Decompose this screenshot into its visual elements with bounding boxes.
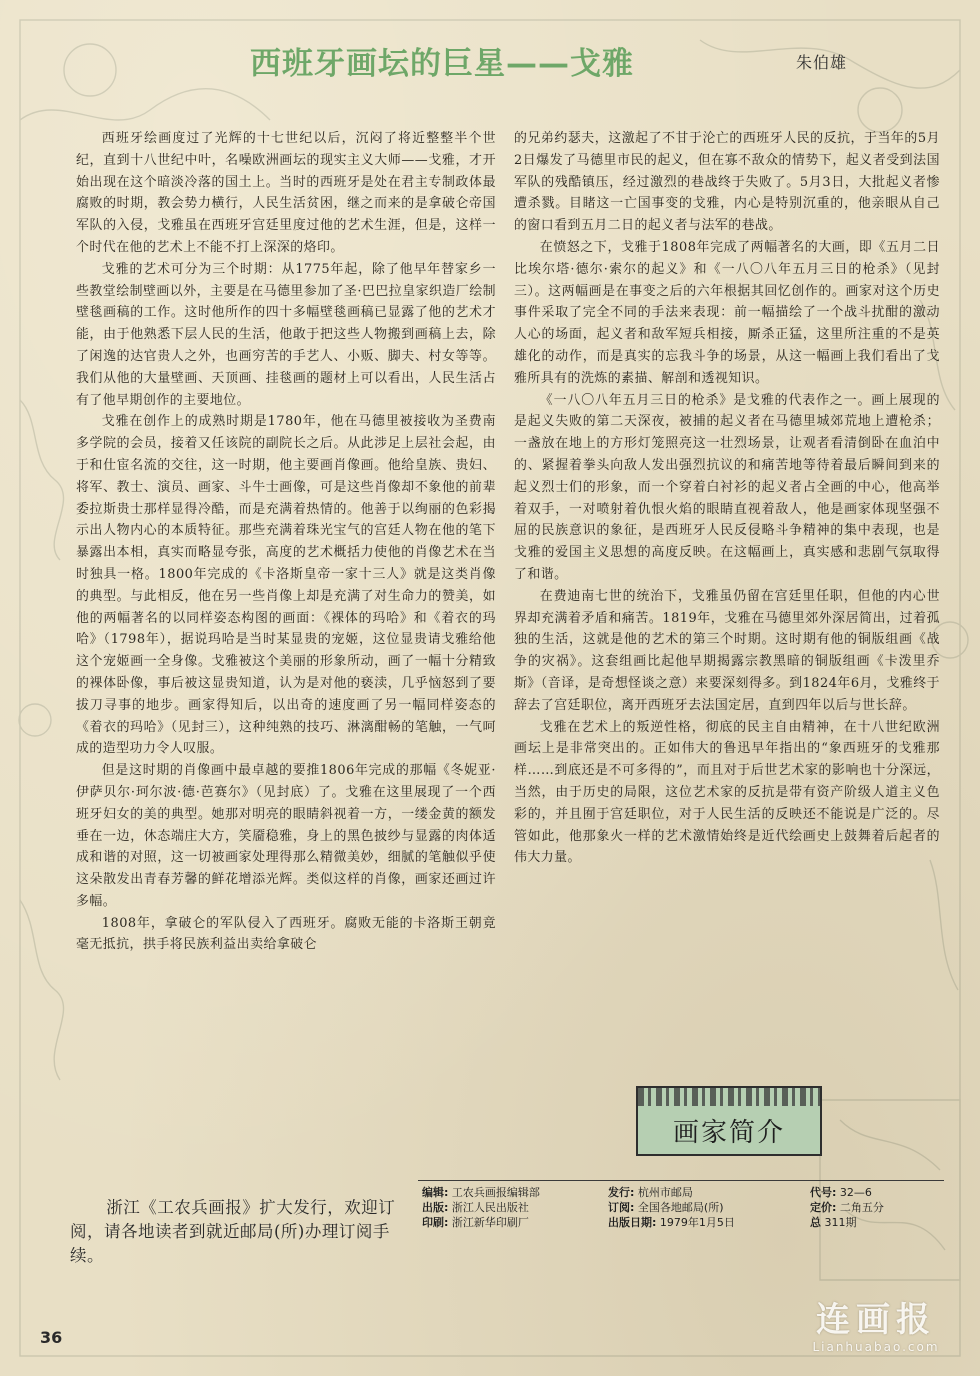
article-paragraph: 1808年，拿破仑的军队侵入了西班牙。腐败无能的卡洛斯王朝竟毫无抵抗，拱手将民族利益出卖给拿破仑 xyxy=(76,915,496,953)
article-paragraph: 的兄弟约瑟夫，这激起了不甘于沦亡的西班牙人民的反抗，于当年的5月2日爆发了马德里市民的起义，但在寡不敌众的情势下，起义者受到法国军队的残酷镇压，经过激烈的巷战终于失败了。5月3日，大批起义者惨遭杀戮。目睹这一亡国事变的戈雅，内心是特别沉重的，他亲眼从自己的窗口看到五月二日的起义者与法军的巷战。 xyxy=(514,131,940,234)
article-column-right xyxy=(514,128,940,866)
imprint-editor: 编辑: 工农兵画报编辑部 xyxy=(422,1186,540,1199)
article-author: 朱伯雄 xyxy=(796,53,848,72)
imprint-subscription: 订阅: 全国各地邮局(所) xyxy=(608,1201,724,1214)
imprint-issue: 总 311期 xyxy=(810,1216,857,1229)
imprint-col-3 xyxy=(810,1185,884,1230)
imprint-date: 出版日期: 1979年1月5日 xyxy=(608,1216,735,1229)
article-paragraph: 在愤怒之下，戈雅于1808年完成了两幅著名的大画，即《五月二日比埃尔塔·德尔·索尔的起义》和《一八〇八年五月三日的枪杀》（见封三）。这两幅画是在事变之后的六年根据其回忆创作的。画家对这个历史事件采取了完全不同的手法来表现：前一幅描绘了一个战斗扰酣的激动人心的场面，起义者和敌军短兵相接，厮杀正猛，这里所注重的不是英雄化的动作，而是真实的忘我斗争的场景，从这一幅画上我们看出了戈雅所具有的洗炼的素描、解剖和透视知识。 xyxy=(514,239,940,386)
notice-text: 浙江《工农兵画报》扩大发行，欢迎订阅，请各地读者到就近邮局(所)办理订阅手续。 xyxy=(70,1198,396,1265)
imprint-block xyxy=(418,1180,944,1243)
imprint-publisher: 出版: 浙江人民出版社 xyxy=(422,1201,529,1214)
imprint-col-1 xyxy=(422,1185,540,1230)
watermark-url: Lianhuabao.com xyxy=(812,1340,940,1354)
subscription-notice xyxy=(70,1196,410,1268)
page-number: 36 xyxy=(40,1328,63,1347)
article-paragraph: 戈雅在创作上的成熟时期是1780年，他在马德里被接收为圣费南多学院的会员，接着又任该院的副院长之后。从此涉足上层社会起，由于和仕宦名流的交往，这一时期，他主要画肖像画。他给皇族、贵妇、将军、教士、演员、画家、斗牛士画像，可是这些肖像却不象他的前辈委拉斯贵士那样显得冷酷，而是充满着热情的。他善于以绚丽的色彩揭示出人物内心的本质特征。那些充满着珠光宝气的宫廷人物在他的笔下暴露出本相，真实而略显夸张，高度的艺术概括力使他的肖像艺术在当时独具一格。1800年完成的《卡洛斯皇帝一家十三人》就是这类肖像的典型。与此相反，他在另一些肖像上却是充满了对生命力的赞美，如他的两幅著名的以同样姿态构图的画面：《裸体的玛哈》和《着衣的玛哈》（1798年），据说玛哈是当时某显贵的宠姬，这位显贵请戈雅给他这个宠姬画一全身像。戈雅被这个美丽的形象所动，画了一幅十分精致的裸体卧像，事后被这显贵知道，认为是对他的亵渎，几乎恼怒到了要拔刀寻事的地步。画家得知后，以出奇的速度画了另一幅同样姿态的《着衣的玛哈》（见封三），这种纯熟的技巧、淋漓酣畅的笔触，一气呵成的造型功力令人叹服。 xyxy=(76,414,496,757)
badge-pattern-band xyxy=(638,1088,820,1106)
imprint-col-2 xyxy=(608,1185,735,1230)
article-paragraph: 《一八〇八年五月三日的枪杀》是戈雅的代表作之一。画上展现的是起义失败的第二天深夜，被捕的起义者在马德里城郊荒地上遭枪杀；一盏放在地上的方形灯笼照亮这一壮烈场景，让观者看清倒卧在血泊中的、紧握着拳头向敌人发出强烈抗议的和痛苦地等待着最后瞬间到来的起义烈士们的形象，而一个穿着白衬衫的起义者占全画的中心，他高举着双手，一对喷射着仇恨火焰的眼睛直视着敌人，他是画家体现坚强不屈的民族意识的象征，是西班牙人民反侵略斗争精神的集中表现，也是戈雅的爱国主义思想的高度反映。在这幅画上，真实感和悲剧气氛取得了和谐。 xyxy=(514,392,940,582)
site-watermark xyxy=(786,1300,966,1354)
article-paragraph: 西班牙绘画度过了光辉的十七世纪以后，沉闷了将近整整半个世纪，直到十八世纪中叶，名噪欧洲画坛的现实主义大师——戈雅，才开始出现在这个暗淡冷落的国土上。当时的西班牙是处在君主专制政体最腐败的时期，教会势力横行，人民生活贫困，继之而来的是拿破仑帝国军队的入侵，戈雅虽在西班牙宫廷里度过他的艺术生涯，但是，这样一个时代在他的艺术上不能不打上深深的烙印。 xyxy=(76,131,496,255)
article-paragraph: 戈雅在艺术上的叛逆性格，彻底的民主自由精神，在十八世纪欧洲画坛上是非常突出的。正如伟大的鲁迅早年指出的“象西班牙的戈雅那样……到底还是不可多得的”，而且对于后世艺术家的影响也十分深远，当然，由于历史的局限，这位艺术家的反抗是带有资产阶级人道主义色彩的，并且囿于宫廷职位，对于人民生活的反映还不能说是广泛的。尽管如此，他那象火一样的艺术激情始终是近代绘画史上鼓舞着后起者的伟大力量。 xyxy=(514,719,940,866)
imprint-price: 定价: 二角五分 xyxy=(810,1201,884,1214)
section-badge xyxy=(636,1086,822,1156)
section-badge-label: 画家简介 xyxy=(672,1118,785,1148)
article-title: 西班牙画坛的巨星——戈雅 xyxy=(250,46,634,82)
watermark-logo-text: 连画报 xyxy=(816,1300,936,1340)
imprint-code: 代号: 32—6 xyxy=(810,1186,872,1199)
article-paragraph: 戈雅的艺术可分为三个时期：从1775年起，除了他早年替家乡一些教堂绘制壁画以外，主要是在马德里参加了圣·巴巴拉皇家织造厂绘制壁毯画稿的工作。这时他所作的四十多幅壁毯画稿已显露了他的艺术才能，由于他熟悉下层人民的生活，他敢于把这些人物搬到画稿上去，除了闲逸的达官贵人之外，也画穷苦的手艺人、小贩、脚夫、村女等等。我们从他的大量壁画、天顶画、挂毯画的题材上可以看出，人民生活占有了他早期创作的主要地位。 xyxy=(76,261,496,408)
imprint-printer: 印刷: 浙江新华印刷厂 xyxy=(422,1216,529,1229)
article-paragraph: 在费迪南七世的统治下，戈雅虽仍留在宫廷里任职，但他的内心世界却充满着矛盾和痛苦。1819年，戈雅在马德里郊外深居简出，过着孤独的生活，这就是他的艺术的第三个时期。这时期有他的铜版组画《战争的灾祸》。这套组画比起他早期揭露宗教黑暗的铜版组画《卡泼里乔斯》（音译，是奇想怪谈之意）来要深刻得多。到1824年6月，戈雅终于辞去了宫廷职位，离开西班牙去法国定居，直到四年以后与世长辞。 xyxy=(514,588,940,713)
imprint-distribution: 发行: 杭州市邮局 xyxy=(608,1186,693,1199)
article-paragraph: 但是这时期的肖像画中最卓越的要推1806年完成的那幅《冬妮亚·伊萨贝尔·珂尔波·德·芭赛尔》（见封底）了。戈雅在这里展现了一个西班牙妇女的美的典型。她那对明亮的眼睛斜视着一方，一缕金黄的额发垂在一边，休态端庄大方，笑靥稳雅，身上的黑色披纱与显露的肉体适成和谐的对照，这一切被画家处理得那么精微美妙，细腻的笔触似乎使这朵散发出青春芳馨的鲜花增添光辉。类似这样的肖像，画家还画过许多幅。 xyxy=(76,763,496,909)
article-column-left xyxy=(76,128,496,1158)
